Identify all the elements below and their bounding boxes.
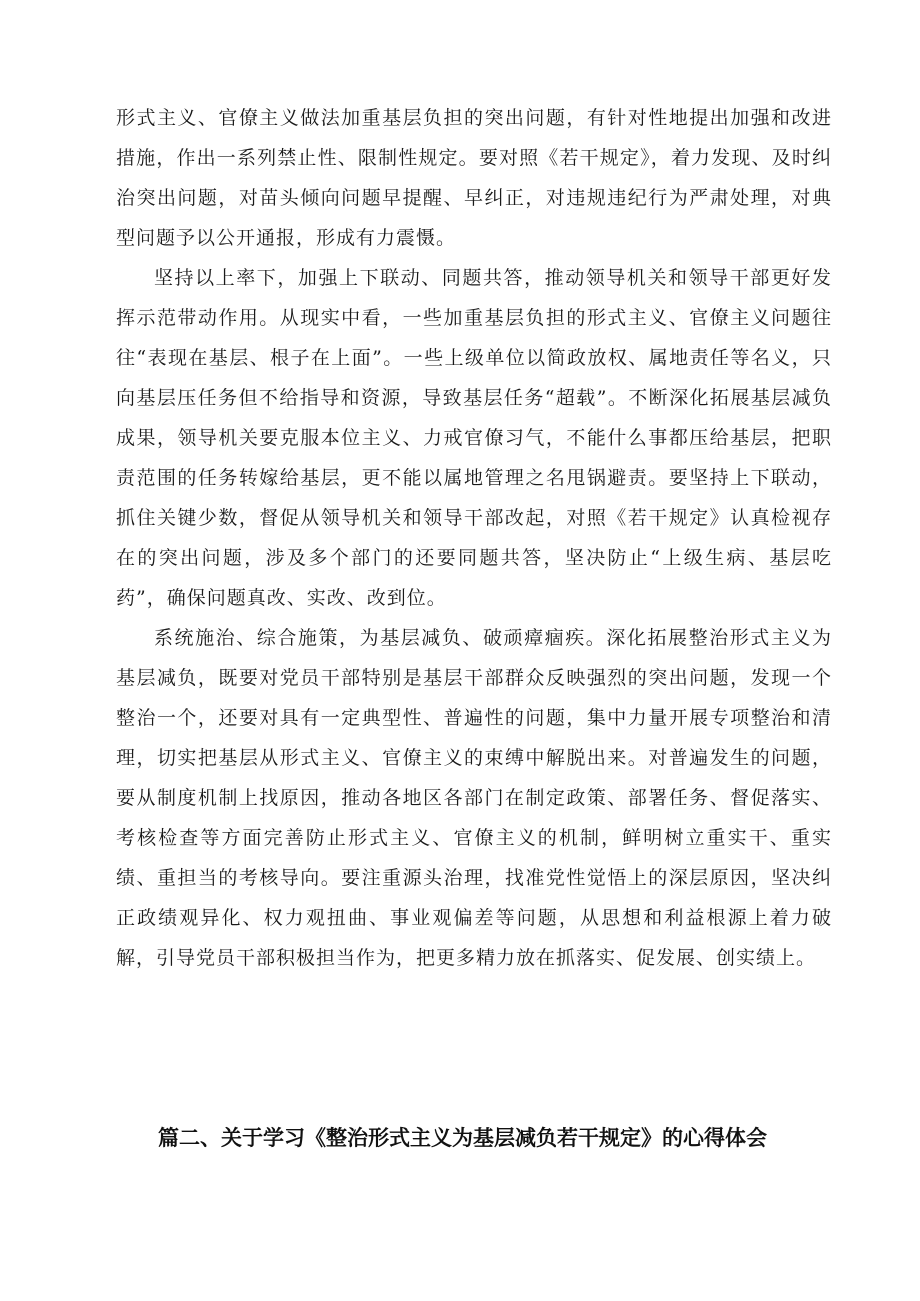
paragraph-continued: 形式主义、官僚主义做法加重基层负担的突出问题，有针对性地提出加强和改进措施，作出一系列禁止性、限制性规定。要对照《若干规定》，着力发现、及时纠治突出问题，对苗头倾向问题早提醒、早纠正，对违规违纪行为严肃处理，对典型问题予以公开通报，形成有力震慑。 xyxy=(116,107,832,249)
section-heading: 篇二、关于学习《整治形式主义为基层减负若干规定》的心得体会 xyxy=(158,1126,767,1150)
paragraph-leadership: 坚持以上率下，加强上下联动、同题共答，推动领导机关和领导干部更好发挥示范带动作用。从现实中看，一些加重基层负担的形式主义、官僚主义问题往往“表现在基层、根子在上面”。一些上级单位以简政放权、属地责任等名义，只向基层压任务但不给指导和资源，导致基层任务“超载”。不断深化拓展基层减负成果，领导机关要克服本位主义、力戒官僚习气，不能什么事都压给基层，把职责范围的任务转嫁给基层，更不能以属地管理之名甩锅避责。要坚持上下联动，抓住关键少数，督促从领导机关和领导干部改起，对照《若干规定》认真检视存在的突出问题，涉及多个部门的还要同题共答，坚决防止“上级生病、基层吃药”，确保问题真改、实改、改到位。 xyxy=(116,267,832,609)
paragraph-systematic: 系统施治、综合施策，为基层减负、破顽瘴痼疾。深化拓展整治形式主义为基层减负，既要对党员干部特别是基层干部群众反映强烈的突出问题，发现一个整治一个，还要对具有一定典型性、普遍性的问题，集中力量开展专项整治和清理，切实把基层从形式主义、官僚主义的束缚中解脱出来。对普遍发生的问题，要从制度机制上找原因，推动各地区各部门在制定政策、部署任务、督促落实、考核检查等方面完善防止形式主义、官僚主义的机制，鲜明树立重实干、重实绩、重担当的考核导向。要注重源头治理，找准党性觉悟上的深层原因，坚决纠正政绩观异化、权力观扭曲、事业观偏差等问题，从思想和利益根源上着力破解，引导党员干部积极担当作为，把更多精力放在抓落实、促发展、创实绩上。 xyxy=(116,627,832,969)
document-body xyxy=(116,98,832,978)
